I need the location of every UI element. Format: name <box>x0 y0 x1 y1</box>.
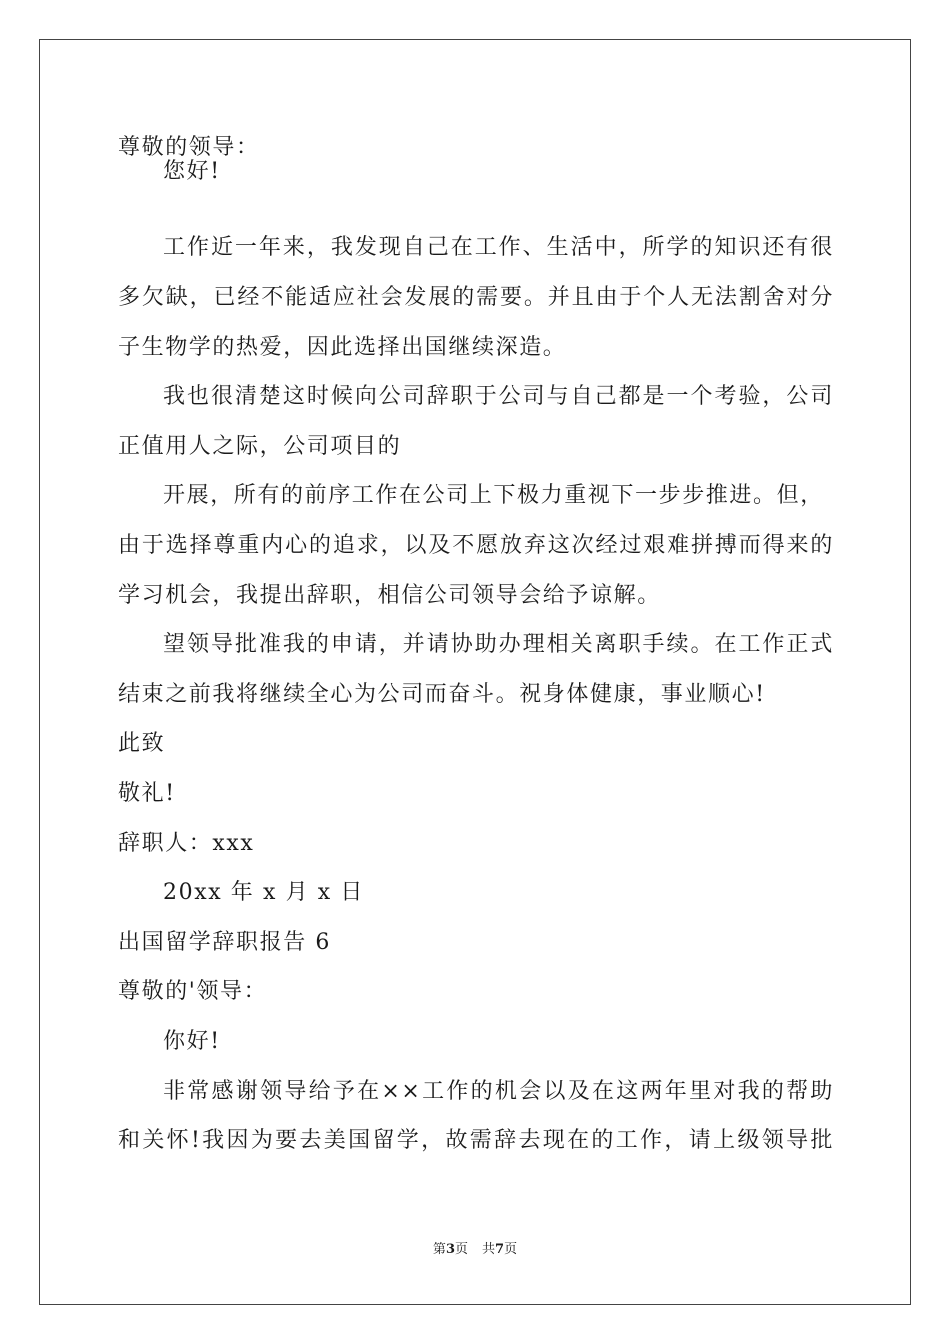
page-border <box>39 39 911 1305</box>
paragraph-4-line-2: 结束之前我将继续全心为公司而奋斗。祝身体健康，事业顺心! <box>118 682 766 707</box>
salutation-2: 尊敬的'领导： <box>118 979 268 1004</box>
page-footer <box>0 1242 950 1258</box>
closing-jingli: 敬礼! <box>118 781 176 806</box>
date-line: 20xx 年 x 月 x 日 <box>163 880 364 905</box>
paragraph-5-line-2: 和关怀!我因为要去美国留学，故需辞去现在的工作，请上级领导批 <box>118 1128 834 1153</box>
greeting: 您好! <box>163 159 221 184</box>
paragraph-3-line-1: 开展，所有的前序工作在公司上下极力重视下一步步推进。但， <box>163 483 824 508</box>
paragraph-1-line-3: 子生物学的热爱，因此选择出国继续深造。 <box>118 335 567 360</box>
paragraph-2-line-1: 我也很清楚这时候向公司辞职于公司与自己都是一个考验，公司 <box>163 384 834 409</box>
paragraph-1-line-2: 多欠缺，已经不能适应社会发展的需要。并且由于个人无法割舍对分 <box>118 285 834 310</box>
footer-total-prefix: 共 <box>482 1242 496 1257</box>
resigner-name: 辞职人：xxx <box>118 831 255 856</box>
greeting-2: 你好! <box>163 1029 221 1054</box>
footer-page-suffix: 页 <box>454 1242 468 1257</box>
closing-cizhi: 此致 <box>118 731 166 756</box>
paragraph-4-line-1: 望领导批准我的申请，并请协助办理相关离职手续。在工作正式 <box>163 632 834 657</box>
salutation: 尊敬的领导： <box>118 135 260 160</box>
paragraph-3-line-2: 由于选择尊重内心的追求，以及不愿放弃这次经过艰难拼搏而得来的 <box>118 533 834 558</box>
footer-page-prefix: 第 <box>432 1242 446 1257</box>
paragraph-5-line-1: 非常感谢领导给予在××工作的机会以及在这两年里对我的帮助 <box>163 1079 834 1104</box>
footer-page-number: 3 <box>445 1242 455 1257</box>
footer-total-suffix: 页 <box>504 1242 518 1257</box>
footer-total-pages: 7 <box>495 1242 505 1257</box>
paragraph-2-line-2: 正值用人之际，公司项目的 <box>118 434 402 459</box>
paragraph-3-line-3: 学习机会，我提出辞职，相信公司领导会给予谅解。 <box>118 583 661 608</box>
paragraph-1-line-1: 工作近一年来，我发现自己在工作、生活中，所学的知识还有很 <box>163 235 834 260</box>
section-heading: 出国留学辞职报告 6 <box>118 930 331 955</box>
